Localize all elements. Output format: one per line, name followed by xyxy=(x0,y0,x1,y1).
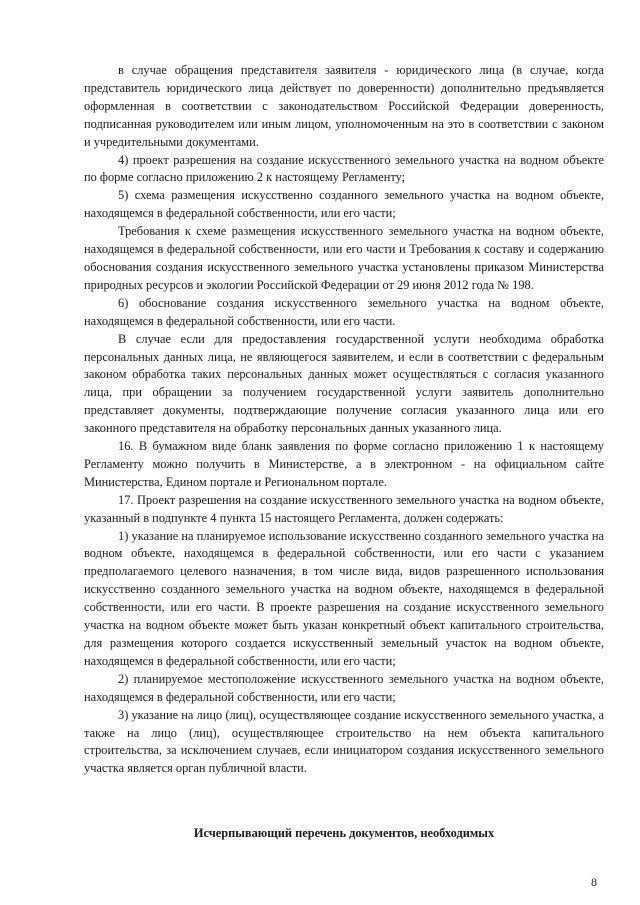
paragraph-requirements: Требования к схеме размещения искусственного земельного участка на водном объекте, находящемся в федеральной собственности, или его части и Требования к составу и содержанию обоснования создания искусственного земельного участка установлены приказом Министерства природных ресурсов и экологии Российской Федерации от 29 июня 2012 года № 198. xyxy=(84,224,604,292)
paragraph-item-6: 6) обоснование создания искусственного земельного участка на водном объекте, находящемся в федеральной собственности, или его части. xyxy=(84,295,604,328)
paragraph-17: 17. Проект разрешения на создание искусственного земельного участка на водном объекте, указанный в подпункте 4 пункта 15 настоящего Регламента, должен содержать: xyxy=(84,492,604,525)
paragraph-personal-data: В случае если для предоставления государственной услуги необходима обработка персональных данных лица, не являющегося заявителем, и если в соответствии с федеральным законом обработка таких персональных данных может осуществляться с согласия указанного лица, при обращении за получением государственной услуги заявитель дополнительно представляет документы, подтверждающие получение согласия указанного лица или его законного представителя на обработку персональных данных указанного лица. xyxy=(84,331,604,436)
paragraph-item-5: 5) схема размещения искусственно созданного земельного участка на водном объекте, находящемся в федеральной собственности, или его части; xyxy=(84,188,604,221)
paragraph-17-item-2: 2) планируемое местоположение искусственного земельного участка на водном объекте, находящемся в федеральной собственности, или его части; xyxy=(84,671,604,704)
paragraph-representative-power-of-attorney: в случае обращения представителя заявителя - юридического лица (в случае, когда представитель юридического лица действует по доверенности) дополнительно предъявляется оформленная в соответствии с законодательством Российской Федерации доверенность, подписанная руководителем или иным лицом, уполномоченным на это в соответствии с законом и учредительными документами. xyxy=(84,63,604,149)
paragraph-16: 16. В бумажном виде бланк заявления по форме согласно приложению 1 к настоящему Регламенту можно получить в Министерстве, а в электронном - на официальном сайте Министерства, Едином портале и Региональном портале. xyxy=(84,439,604,489)
section-heading: Исчерпывающий перечень документов, необходимых xyxy=(193,826,495,840)
body-text xyxy=(84,62,604,778)
page-number: 8 xyxy=(591,875,597,889)
paragraph-17-item-1: 1) указание на планируемое использование искусственно созданного земельного участка на водном объекте, находящемся в федеральной собственности, или его части с указанием предполагаемого целевого назначения, в том числе вида, видов разрешенного использования искусственно созданного земельного участка на водном объекте, находящемся в федеральной собственности, или его части. В проекте разрешения на создание искусственного земельного участка на водном объекте может быть указан конкретный объект капитального строительства, для размещения которого создается искусственный земельный участок на водном объекте, находящемся в федеральной собственности, или его части; xyxy=(84,528,604,668)
paragraph-17-item-3: 3) указание на лицо (лиц), осуществляющее создание искусственного земельного участка, а также на лицо (лиц), осуществляющее строительство на нем объекта капитального строительства, за исключением случаев, если инициатором создания искусственного земельного участка является орган публичной власти. xyxy=(84,707,604,776)
paragraph-item-4: 4) проект разрешения на создание искусственного земельного участка на водном объекте по форме согласно приложению 2 к настоящему Регламенту; xyxy=(84,152,604,185)
